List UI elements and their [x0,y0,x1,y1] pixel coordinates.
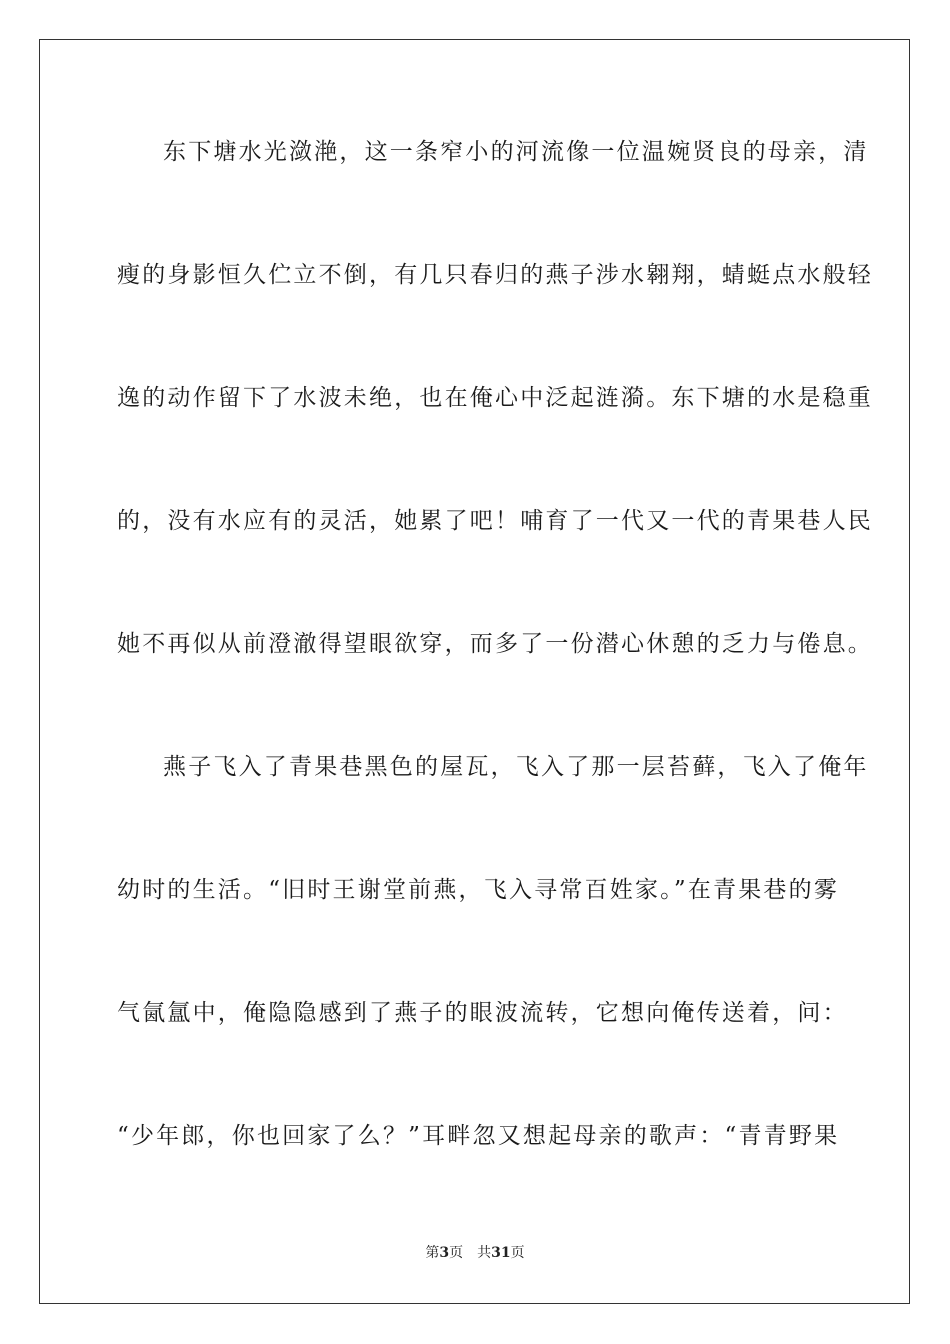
total-suffix: 页 [510,1245,525,1261]
page-border [39,39,910,1304]
page-number: 3 [439,1245,450,1261]
page-suffix: 页 [449,1245,464,1261]
paragraph-1-line-4: 的，没有水应有的灵活，她累了吧！哺育了一代又一代的青果巷人民 [117,508,873,534]
total-prefix: 共 [477,1245,492,1261]
paragraph-1-line-3: 逸的动作留下了水波未绝，也在俺心中泛起涟漪。东下塘的水是稳重 [117,385,873,411]
paragraph-2-line-2: 幼时的生活。“旧时王谢堂前燕，飞入寻常百姓家。”在青果巷的雾 [117,877,840,903]
total-pages: 31 [491,1245,511,1261]
paragraph-1-line-2: 瘦的身影恒久伫立不倒，有几只春归的燕子涉水翱翔，蜻蜓点水般轻 [117,262,873,288]
page-footer [0,1243,950,1263]
page-prefix: 第 [425,1245,440,1261]
paragraph-2-line-3: 气氤氲中，俺隐隐感到了燕子的眼波流转，它想向俺传送着，问： [117,1000,848,1026]
paragraph-1-line-5: 她不再似从前澄澈得望眼欲穿，而多了一份潜心休憩的乏力与倦息。 [117,631,873,657]
paragraph-1-line-1: 东下塘水光潋滟，这一条窄小的河流像一位温婉贤良的母亲，清 [163,139,869,165]
paragraph-2-line-1: 燕子飞入了青果巷黑色的屋瓦，飞入了那一层苔藓，飞入了俺年 [163,754,869,780]
paragraph-2-line-4: “少年郎，你也回家了么？”耳畔忽又想起母亲的歌声：“青青野果 [117,1123,840,1149]
